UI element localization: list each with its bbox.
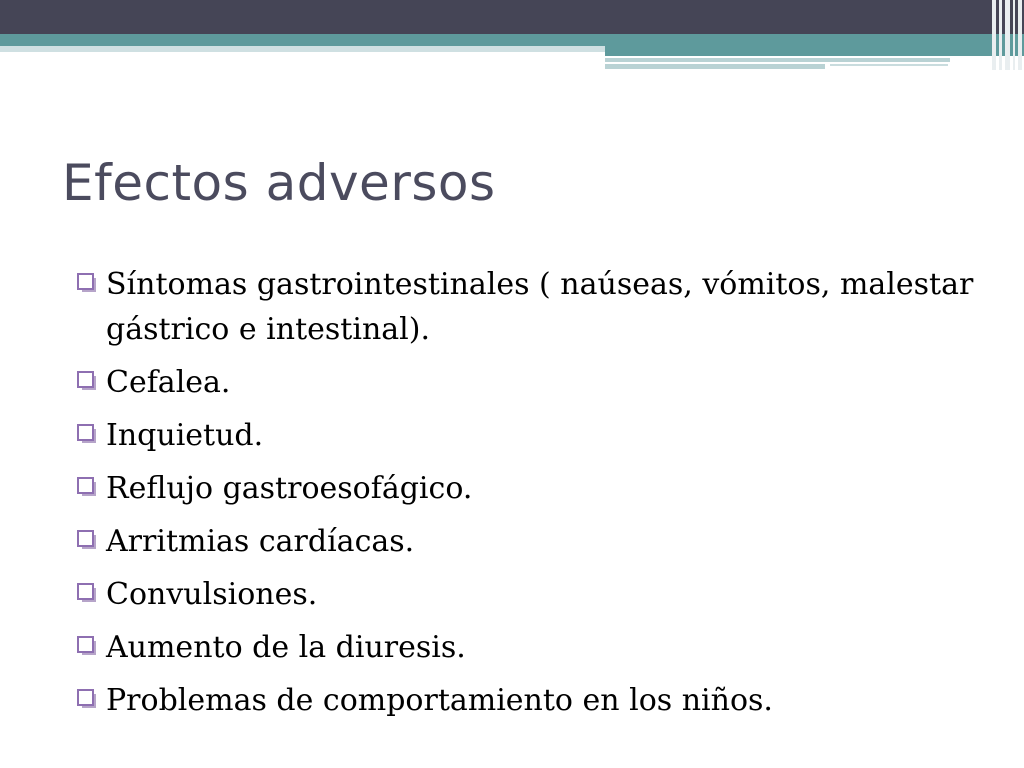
bullet-item: [76, 360, 976, 405]
bullet-item: [76, 413, 976, 458]
header-teal-lower-band: [605, 46, 1024, 56]
bullet-text: Aumento de la diuresis.: [106, 630, 466, 665]
header-teal-band: [0, 34, 1024, 46]
header-light-stripe: [0, 46, 605, 52]
bullet-list: [76, 262, 976, 731]
hollow-square-bullet-icon: [76, 529, 98, 551]
bullet-item: [76, 572, 976, 617]
bullet-text: Arritmias cardíacas.: [106, 524, 415, 559]
bullet-text: Inquietud.: [106, 418, 264, 453]
header-vertical-bars: [990, 0, 1024, 70]
header-accent-stripe: [605, 58, 950, 62]
hollow-square-bullet-icon: [76, 476, 98, 498]
bullet-item: [76, 519, 976, 564]
header-accent-stripe: [605, 64, 825, 69]
bullet-item: [76, 678, 976, 723]
bullet-text: Convulsiones.: [106, 577, 318, 612]
bullet-text: Síntomas gastrointestinales ( naúseas, vómitos, malestar gástrico e intestinal).: [106, 267, 974, 347]
bullet-text: Reflujo gastroesofágico.: [106, 471, 473, 506]
hollow-square-bullet-icon: [76, 423, 98, 445]
bullet-item: [76, 625, 976, 670]
slide-title: Efectos adversos: [62, 154, 496, 212]
hollow-square-bullet-icon: [76, 370, 98, 392]
bullet-item: [76, 466, 976, 511]
header-dark-band: [0, 0, 1024, 34]
hollow-square-bullet-icon: [76, 582, 98, 604]
hollow-square-bullet-icon: [76, 688, 98, 710]
header-accent-stripe: [830, 64, 948, 66]
hollow-square-bullet-icon: [76, 635, 98, 657]
hollow-square-bullet-icon: [76, 272, 98, 294]
bullet-item: [76, 262, 976, 352]
bullet-text: Problemas de comportamiento en los niños.: [106, 683, 773, 718]
bullet-text: Cefalea.: [106, 365, 231, 400]
